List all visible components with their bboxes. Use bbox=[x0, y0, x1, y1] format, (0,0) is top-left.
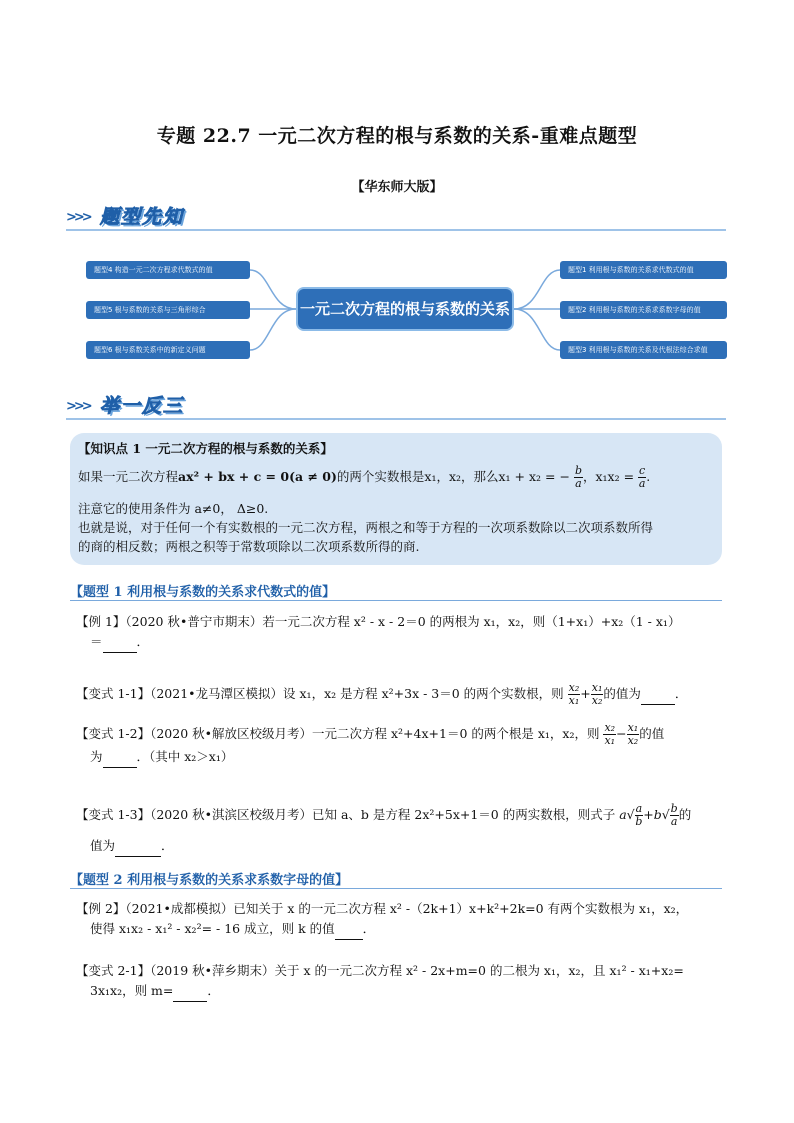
edition-label: 【华东师大版】 bbox=[351, 180, 443, 195]
fraction-b-over-a: $\frac{b}{a}$ bbox=[670, 802, 678, 828]
divider bbox=[70, 600, 722, 601]
example-1: 【例 1】（2020 秋•普宁市期末）若一元二次方程 x² - x - 2＝0 的两根为 x₁，x₂，则（1+x₁）+x₂（1 - x₁） ＝ ． bbox=[76, 612, 726, 653]
answer-blank[interactable] bbox=[103, 747, 137, 768]
knowledge-text: 的商的相反数；两根之积等于常数项除以二次项系数所得的商. bbox=[78, 539, 420, 554]
variant-2-1: 【变式 2-1】（2019 秋•萍乡期末）关于 x 的一元二次方程 x² - 2x+m=0 的二根为 x₁，x₂，且 x₁² - x₁+x₂= 3x₁x₂，则 m= ． bbox=[76, 961, 726, 1002]
divider bbox=[70, 888, 722, 889]
mindmap-node-topic5: 题型5 根与系数的关系与三角形综合 bbox=[86, 301, 250, 319]
answer-blank[interactable] bbox=[173, 981, 207, 1002]
mindmap-node-topic6: 题型6 根与系数关系中的新定义问题 bbox=[86, 341, 250, 359]
divider bbox=[66, 418, 726, 420]
fraction-x2-over-x1: $\frac{\text{x₂}}{\text{x₁}}$ bbox=[604, 721, 616, 747]
divider bbox=[66, 229, 726, 231]
equation: ax² + bx + c = 0(a ≠ 0) bbox=[178, 469, 337, 484]
fraction-a-over-b: $\frac{a}{b}$ bbox=[635, 802, 643, 828]
banner-title: 题型先知 bbox=[100, 206, 185, 228]
knowledge-text: 如果一元二次方程 bbox=[78, 469, 179, 484]
knowledge-box bbox=[70, 433, 722, 565]
example-2: 【例 2】（2021•成都模拟）已知关于 x 的一元二次方程 x² -（2k+1）x+k²+2k=0 有两个实数根为 x₁，x₂， 使得 x₁x₂ - x₁² - x₂²= - 16 成立，则 k 的值 ． bbox=[76, 899, 726, 940]
knowledge-condition: 注意它的使用条件为 a≠0， Δ≥0. bbox=[78, 501, 269, 516]
mindmap-node-topic2: 题型2 利用根与系数的关系求系数字母的值 bbox=[560, 301, 727, 319]
variant-1-2: 【变式 1-2】（2020 秋•解放区校级月考）一元二次方程 x²+4x+1＝0 的两个根是 x₁，x₂，则 $\frac{\text{x₂}}{\text{x₁}}$ − $\frac{\text{x₁}}{\text{x₂}}$ 的值 为 ．（其中 x₂＞x₁） bbox=[76, 722, 726, 768]
fraction-x1-over-x2: $\frac{\text{x₁}}{\text{x₂}}$ bbox=[591, 681, 603, 707]
answer-blank[interactable] bbox=[115, 836, 161, 857]
fraction-b-over-a: $\frac{b}{a}$ bbox=[574, 464, 582, 490]
fraction-x1-over-x2: $\frac{\text{x₁}}{\text{x₂}}$ bbox=[627, 721, 639, 747]
chevron-icon: >>> bbox=[66, 399, 90, 414]
mindmap-center: 一元二次方程的根与系数的关系 bbox=[296, 287, 514, 331]
chevron-icon: >>> bbox=[66, 210, 90, 225]
page-title: 专题 22.7 一元二次方程的根与系数的关系-重难点题型 bbox=[156, 125, 638, 147]
knowledge-text: 也就是说，对于任何一个有实数根的一元二次方程，两根之和等于方程的一次项系数除以二次项系数所得 bbox=[78, 520, 654, 535]
answer-blank[interactable] bbox=[103, 632, 137, 653]
fraction-c-over-a: $\frac{c}{a}$ bbox=[638, 464, 646, 490]
mindmap-node-topic3: 题型3 利用根与系数的关系及代根法综合求值 bbox=[560, 341, 727, 359]
banner-topic-preview bbox=[66, 202, 726, 232]
banner-practice bbox=[66, 391, 726, 421]
variant-1-1: 【变式 1-1】（2021•龙马潭区模拟）设 x₁，x₂ 是方程 x²+3x - 3＝0 的两个实数根，则 $\frac{\text{x₂}}{\text{x₁}}$ + $\frac{\text{x₁}}{\text{x₂}}$ 的值为 ． bbox=[76, 681, 688, 707]
knowledge-text: 的两个实数根是x₁，x₂，那么x₁ + x₂ = − bbox=[336, 469, 570, 484]
answer-blank[interactable] bbox=[641, 684, 675, 705]
mindmap-node-topic4: 题型4 构造一元二次方程求代数式的值 bbox=[86, 261, 250, 279]
section-heading-topic1: 【题型 1 利用根与系数的关系求代数式的值】 bbox=[70, 585, 336, 600]
answer-blank[interactable] bbox=[335, 919, 363, 940]
knowledge-formula: 如果一元二次方程ax² + bx + c = 0(a ≠ 0)的两个实数根是x₁，x₂，那么x₁ + x₂ = − $\frac{b}{a}$ ，x₁x₂ = $\frac{c}{a}$ . bbox=[78, 464, 651, 490]
knowledge-heading: 【知识点 1 一元二次方程的根与系数的关系】 bbox=[78, 441, 333, 456]
section-heading-topic2: 【题型 2 利用根与系数的关系求系数字母的值】 bbox=[70, 873, 349, 888]
variant-1-3: 【变式 1-3】（2020 秋•淇滨区校级月考）已知 a、b 是方程 2x²+5x+1＝0 的两实数根，则式子 a√ $\frac{a}{b}$ +b√ $\frac{b}{a}$ 的 值为 ． bbox=[76, 803, 726, 857]
fraction-x2-over-x1: $\frac{\text{x₂}}{\text{x₁}}$ bbox=[568, 681, 580, 707]
banner-title: 举一反三 bbox=[100, 395, 185, 417]
mindmap-node-topic1: 题型1 利用根与系数的关系求代数式的值 bbox=[560, 261, 727, 279]
knowledge-text: ，x₁x₂ = bbox=[582, 469, 635, 484]
